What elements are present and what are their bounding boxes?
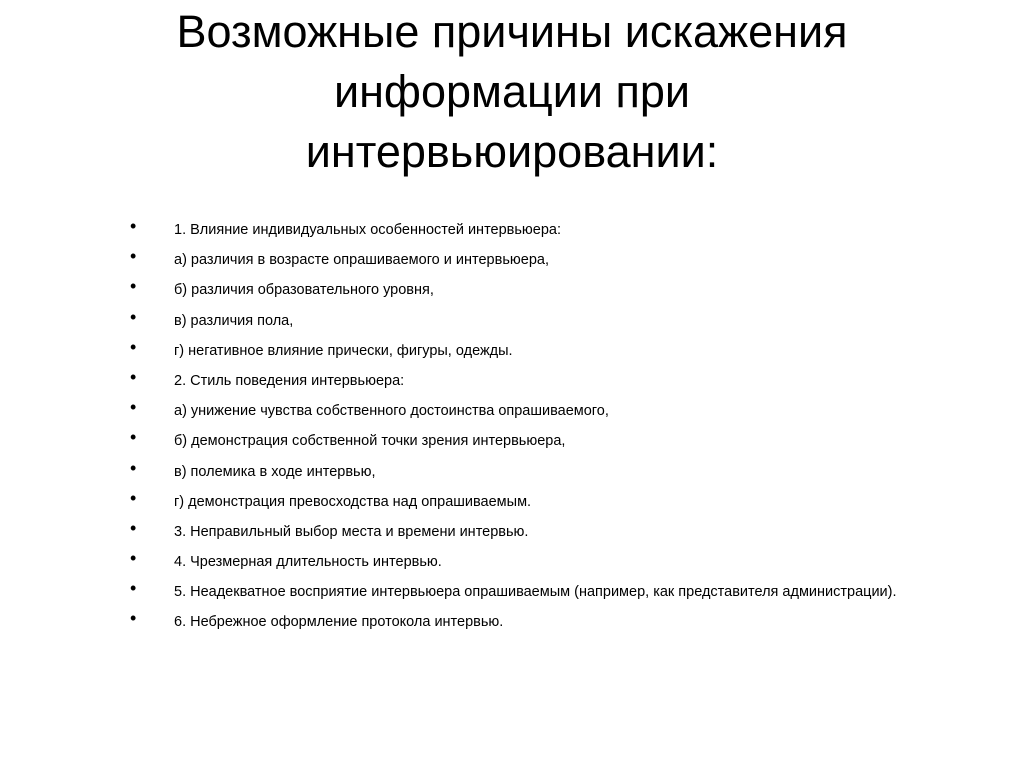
bullet-item	[120, 608, 910, 631]
bullet-text: 5. Неадекватное восприятие интервьюера опрашиваемым (например, как представителя администрации).	[174, 584, 897, 601]
bullet-dot: •	[130, 548, 137, 569]
bullet-text: 1. Влияние индивидуальных особенностей интервьюера:	[174, 222, 562, 238]
bullet-text: г) негативное влияние прически, фигуры, одежды.	[174, 342, 513, 359]
bullet-item	[120, 548, 910, 571]
title-line-2: информации при	[333, 66, 691, 117]
bullet-item	[120, 457, 910, 481]
bullet-text: а) унижение чувства собственного достоинства опрашиваемого,	[174, 403, 609, 420]
bullet-text: 6. Небрежное оформление протокола интервью.	[174, 614, 504, 631]
bullet-dot: •	[130, 366, 137, 387]
bullet-item	[120, 336, 910, 360]
bullet-dot: •	[130, 457, 137, 478]
bullet-text: 2. Стиль поведения интервьюера:	[174, 372, 405, 389]
bullet-dot: •	[130, 578, 137, 599]
bullet-text: 3. Неправильный выбор места и времени интервью.	[174, 523, 529, 540]
bullet-item	[120, 427, 910, 450]
bullet-item	[120, 246, 910, 269]
bullet-list	[120, 216, 910, 644]
bullet-item	[120, 366, 910, 390]
bullet-item	[120, 517, 910, 541]
title-line-3: интервьюировании:	[305, 126, 719, 177]
bullet-item	[120, 578, 910, 601]
bullet-dot: •	[130, 276, 137, 297]
bullet-item	[120, 306, 910, 330]
bullet-item	[120, 276, 910, 299]
bullet-text: в) различия пола,	[174, 312, 294, 329]
bullet-dot: •	[130, 517, 137, 538]
bullet-text: а) различия в возрасте опрашиваемого и интервьюера,	[174, 252, 549, 269]
bullet-text: г) демонстрация превосходства над опрашиваемым.	[174, 493, 532, 510]
bullet-dot: •	[130, 306, 137, 327]
bullet-dot: •	[130, 427, 137, 448]
bullet-item	[120, 397, 910, 420]
bullet-text: 4. Чрезмерная длительность интервью.	[174, 554, 442, 571]
bullet-item	[120, 216, 910, 239]
bullet-text: б) демонстрация собственной точки зрения интервьюера,	[174, 433, 566, 450]
slide-title	[110, 2, 914, 182]
bullet-dot: •	[130, 487, 137, 508]
title-line-1: Возможные причины искажения	[176, 6, 848, 57]
bullet-item	[120, 487, 910, 511]
bullet-dot: •	[130, 608, 137, 629]
bullet-dot: •	[130, 397, 137, 418]
bullet-dot: •	[130, 216, 137, 236]
bullet-dot: •	[130, 336, 137, 357]
bullet-text: б) различия образовательного уровня,	[174, 282, 434, 299]
bullet-text: в) полемика в ходе интервью,	[174, 463, 376, 480]
bullet-dot: •	[130, 246, 137, 267]
